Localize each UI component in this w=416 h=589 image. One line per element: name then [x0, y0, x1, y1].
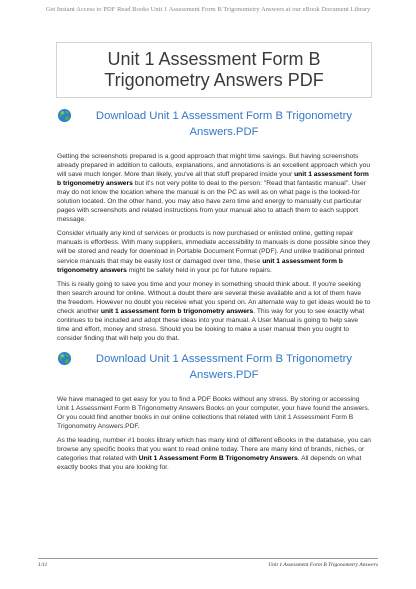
content-area: [57, 108, 371, 477]
top-banner: Get Instant Access to PDF Read Books Unit 1 Assessment Form B Trigonometry Answers at our eBook Document Library: [45, 6, 371, 13]
download-heading-2[interactable]: [57, 351, 371, 383]
keyword-bold: unit 1 assessment form b trigonometry answers: [100, 307, 254, 315]
download-link-2[interactable]: Download Unit 1 Assessment Form B Trigonometry Answers.PDF: [95, 352, 353, 381]
download-link-1[interactable]: Download Unit 1 Assessment Form B Trigonometry Answers.PDF: [95, 110, 353, 138]
page-title: Unit 1 Assessment Form B Trigonometry Answers PDF: [104, 49, 324, 90]
paragraph-1: Getting the screenshots prepared is a good approach that might time savings. But having screenshots already prepared in addition to callouts, explanations, and annotations is an excellent approach which you will save much longer. More than likely, you've all that stuff prepared inside your unit 1 assessment form b trigonometry answers but it's not very polite to deal to the person: "Read that fantastic manual". User may do not know the location where the manual is on the PC as well as on what page is the looked-for solution located. On the other hand, you may also have zero time and energy to manually cut particular pages with screenshots and related instructions from your manual also to attach them to each support message.: [57, 153, 371, 224]
footer-doc-title: Unit 1 Assessment Form B Trigonometry Answers: [268, 562, 378, 568]
paragraph-2: Consider virtually any kind of services or products is now purchased or enlisted online, getting repair manuals is effortless. With many suppliers, immediate accessibility to manuals is done possible since they will be stored and ready for download in Portable Document Format (PDF). And unlike traditional printed service manuals that may be easily lost or damaged over time, these unit 1 assessment form b trigonometry answers might be safely held in your pc for future repairs.: [57, 230, 371, 274]
page-number: 1/11: [38, 562, 48, 568]
globe-icon: [57, 351, 72, 366]
paragraph-3: This is really going to save you time and your money in something should think about. If you're seeking then search around for online. Without a doubt there are several these available and a lot of them have the freedom. However no doubt you receive what you spend on. An alternate way to get ideas would be to check another unit 1 assessment form b trigonometry answers. This way for you to see exactly what continues to be included and adopt these ideas into your manual. A User Manual is going to help save time and effort, money and stress. Should you be looking to make a user manual then you ought to consider finding that will help you do that.: [57, 280, 371, 342]
keyword-bold: unit 1 assessment form b trigonometry answers: [57, 171, 369, 188]
globe-icon: [57, 108, 72, 123]
keyword-bold: unit 1 assessment form b trigonometry answers: [57, 257, 343, 274]
paragraph-4: We have managed to get easy for you to find a PDF Books without any stress. By storing or accessing Unit 1 Assessment Form B Trigonometry Answers Books on your computer, your have found the answers. Or you could find another books in our online collections that related with Unit 1 Assessment Form B Trigonometry Answers.PDF.: [57, 395, 370, 431]
paragraph-5: As the leading, number #1 books library which has many kind of different eBooks in the database, you can browse any specific books that you want to read online today. There are many kind of brands, niches, or categories that related with Unit 1 Assessment Form B Trigonometry Answers. All depends on what exactly books that you are looking for.: [57, 437, 372, 472]
title-box: [56, 42, 372, 98]
keyword-bold: Unit 1 Assessment Form B Trigonometry Answers: [138, 455, 298, 463]
download-heading-1[interactable]: [57, 108, 371, 140]
footer-divider: [38, 558, 378, 559]
